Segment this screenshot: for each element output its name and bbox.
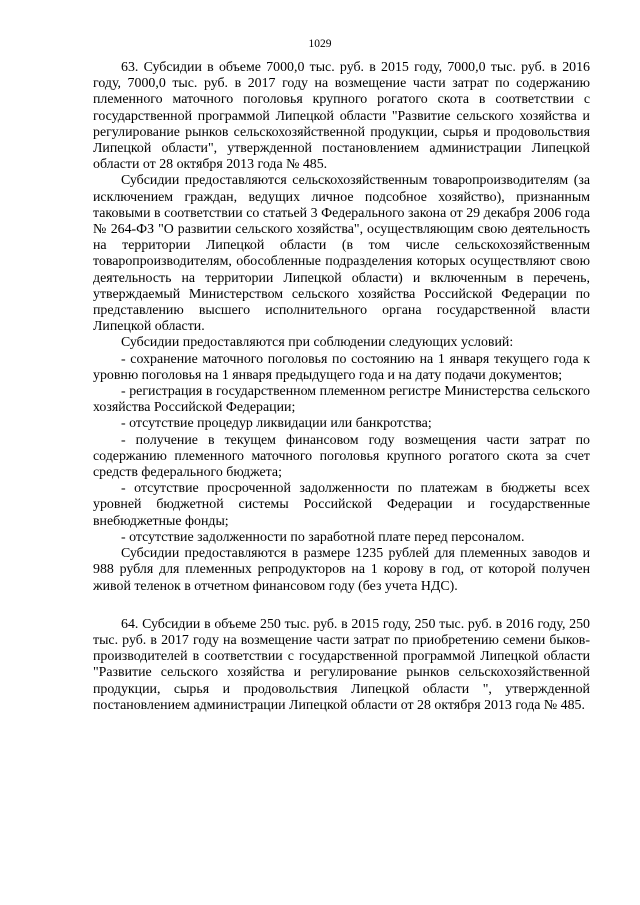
- condition-item-registry: - регистрация в государственном племенном регистре Министерства сельского хозяйства Российской Федерации;: [93, 384, 590, 416]
- condition-item-livestock: - сохранение маточного поголовья по состоянию на 1 января текущего года к уровню поголовья на 1 января предыдущего года и на дату подачи документов;: [93, 351, 590, 383]
- condition-item-no-tax-debt: - отсутствие просроченной задолженности по платежам в бюджеты всех уровней бюджетной системы Российской Федерации и государственные внебюджетные фонды;: [93, 481, 590, 529]
- paragraph-conditions-heading: Субсидии предоставляются при соблюдении следующих условий:: [121, 335, 514, 351]
- paragraph-64-intro: 64. Субсидии в объеме 250 тыс. руб. в 2015 году, 250 тыс. руб. в 2016 году, 250 тыс. руб. в 2017 году на возмещение части затрат по приобретению семени быков-производителей в соответствии с государственной программой Липецкой области "Развитие сельского хозяйства и регулирование рынков сельскохозяйственной продукции, сырья и продовольствия Липецкой области ", утвержденной постановлением администрации Липецкой области от 28 октября 2013 года № 485.: [93, 616, 590, 713]
- condition-item-no-wage-debt: - отсутствие задолженности по заработной плате перед персоналом.: [121, 529, 525, 545]
- condition-item-federal-funds: - получение в текущем финансовом году возмещения части затрат по содержанию племенного маточного поголовья крупного рогатого скота за счет средств федерального бюджета;: [93, 432, 590, 481]
- page-number: 1029: [308, 38, 332, 50]
- paragraph-subsidy-amount: Субсидии предоставляются в размере 1235 рублей для племенных заводов и 988 рубля для племенных репродукторов на 1 корову в год, от которой получен живой теленок в отчетном финансовом году (без учета НДС).: [93, 546, 590, 594]
- paragraph-63-intro: 63. Субсидии в объеме 7000,0 тыс. руб. в 2015 году, 7000,0 тыс. руб. в 2016 году, 7000,0 тыс. руб. в 2017 году на возмещение части затрат по содержанию племенного маточного поголовья крупного рогатого скота в соответствии с государственной программой Липецкой области "Развитие сельского хозяйства и регулирование рынков сельскохозяйственной продукции, сырья и продовольствия Липецкой области", утвержденной постановлением администрации Липецкой области от 28 октября 2013 года № 485.: [93, 60, 590, 173]
- condition-item-no-bankruptcy: - отсутствие процедур ликвидации или банкротства;: [121, 416, 432, 432]
- document-body: [93, 60, 590, 714]
- paragraph-recipients: Субсидии предоставляются сельскохозяйственным товаропроизводителям (за исключением граждан, ведущих личное подсобное хозяйство), признанным таковыми в соответствии со статьей 3 Федерального закона от 29 декабря 2006 года № 264-ФЗ "О развитии сельского хозяйства", осуществляющим свою деятельность на территории Липецкой области (в том числе сельскохозяйственным товаропроизводителям, обособленные подразделения которых осуществляют свою деятельность на территории Липецкой области) и включенным в перечень, утверждаемый Министерством сельского хозяйства Российской Федерации по представлению высшего исполнительного органа государственной власти Липецкой области.: [93, 173, 590, 335]
